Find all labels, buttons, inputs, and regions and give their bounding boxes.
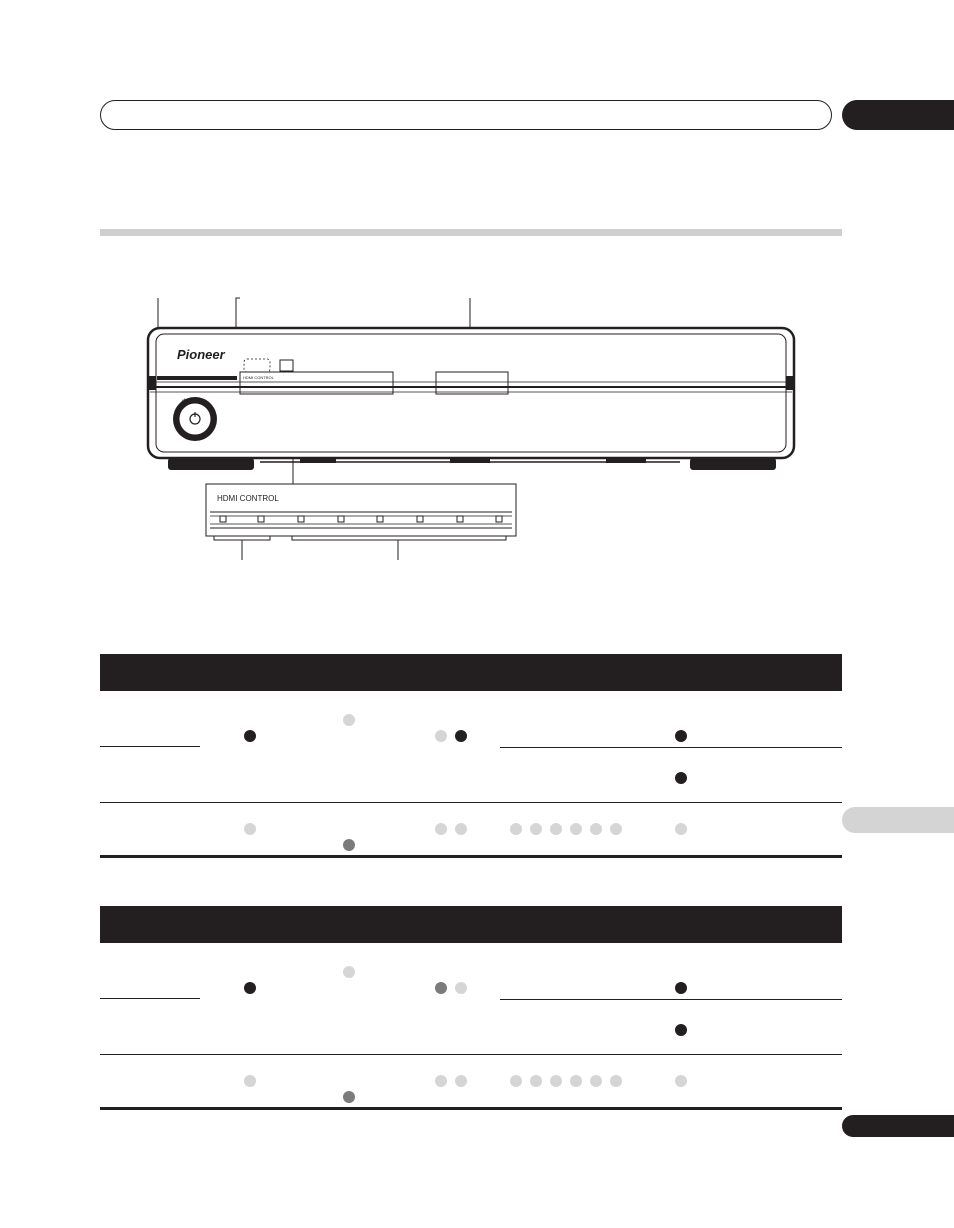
indicator-dot [530,1075,542,1087]
table-1-bottom-rule [100,855,842,858]
table-2-header [100,906,842,943]
indicator-dot [435,823,447,835]
indicator-dot [343,839,355,851]
table-1-row-divider-right [500,747,842,748]
indicator-dot [510,1075,522,1087]
standby-indicator [157,376,237,380]
indicator-dot [610,1075,622,1087]
indicator-dot [610,823,622,835]
hdmi-control-enlarged [206,484,516,560]
indicator-dot [510,823,522,835]
table-1-header [100,654,842,691]
table-2-bottom-rule [100,1107,842,1110]
indicator-dot [530,823,542,835]
table-2-row-divider [100,1054,842,1055]
indicator-dot [455,1075,467,1087]
section-side-tab [842,807,954,833]
table-1-row-divider [100,802,842,803]
indicator-dot [675,1075,687,1087]
indicator-dot [435,982,447,994]
indicator-dot [675,1024,687,1036]
indicator-dot [570,1075,582,1087]
device-body [148,328,794,470]
indicator-dot [590,823,602,835]
indicator-dot [455,730,467,742]
indicator-dot [343,966,355,978]
indicator-dot [550,823,562,835]
indicator-dot [343,1091,355,1103]
indicator-dot [675,730,687,742]
indicator-dot [435,730,447,742]
chapter-title-bar [100,100,832,130]
table-2-row-divider-left [100,998,200,999]
indicator-dot [435,1075,447,1087]
indicator-dot [550,1075,562,1087]
page-number-tab [842,1115,954,1137]
indicator-dot [590,1075,602,1087]
device-front-panel-diagram [100,290,840,570]
indicator-dot [455,982,467,994]
indicator-dot [675,982,687,994]
indicator-dot [675,823,687,835]
hdmi-control-label: HDMI CONTROL [217,494,279,503]
hdmi-control-small-label: HDMI CONTROL [243,375,274,380]
table-2-row-divider-right [500,999,842,1000]
section-heading-rule [100,229,842,236]
indicator-dot [343,714,355,726]
indicator-dot [244,823,256,835]
indicator-dot [455,823,467,835]
indicator-dot [675,772,687,784]
table-1-row-divider-left [100,746,200,747]
indicator-dot [570,823,582,835]
indicator-dot [244,1075,256,1087]
brand-logo: Pioneer [177,347,225,362]
indicator-dot [244,730,256,742]
indicator-dot [244,982,256,994]
chapter-number-tab [842,100,954,130]
svg-text:⏻: ⏻ [182,399,187,405]
